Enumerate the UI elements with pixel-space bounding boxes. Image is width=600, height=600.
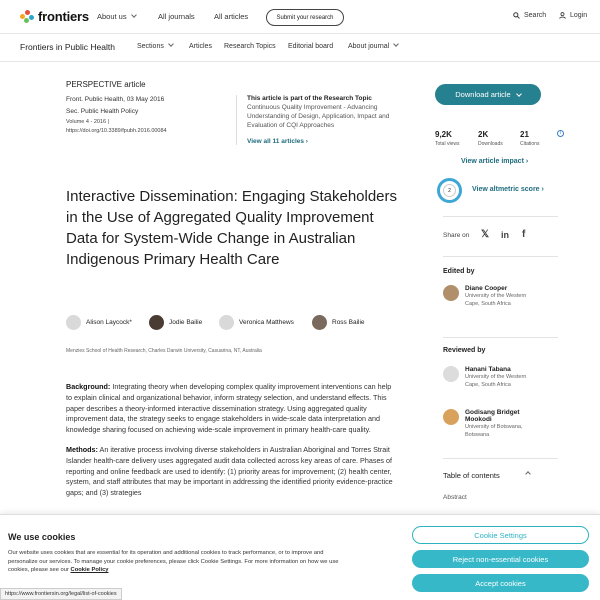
chevron-down-icon — [131, 12, 137, 18]
stat-citations — [520, 130, 539, 147]
chevron-down-icon — [516, 91, 522, 97]
avatar — [443, 285, 459, 301]
abstract-background-text: Integrating theory when developing complex quality improvement interventions can help to explain clinical and organizational behavior, inform strategy selection, and understand effects. This paper describes a theory-informed interactive dissemination strategy. Using aggregated quality improvement data, the strategy seeks to engage stakeholders in wide-scale data interpretation and knowledge sharing focused on achieving wide-scale improvement in primary health-care quality. — [66, 382, 392, 435]
browser-status-url: https://www.frontiersin.org/legal/list-of-cookies — [0, 588, 122, 600]
chevron-right-icon: › — [525, 158, 529, 165]
download-article-label: Download article — [455, 90, 511, 99]
search-icon — [513, 12, 520, 19]
cookie-text — [8, 549, 348, 575]
altmetric-score: 2 — [443, 184, 456, 197]
view-article-impact-label: View article impact — [461, 158, 524, 165]
avatar — [312, 315, 327, 330]
facebook-icon[interactable]: f — [522, 229, 526, 240]
article-type: PERSPECTIVE article — [66, 80, 146, 89]
linkedin-icon[interactable]: in — [501, 230, 509, 240]
frontiers-logo[interactable] — [20, 9, 89, 24]
editor-affiliation: University of the Western Cape, South Africa — [465, 293, 527, 307]
toc-item-abstract[interactable]: Abstract — [443, 494, 467, 501]
chevron-up-icon[interactable] — [525, 471, 531, 477]
nav-sections[interactable] — [137, 43, 173, 50]
chevron-right-icon: › — [541, 186, 544, 193]
cookie-text-body: Our website uses cookies that are essential for its operation and additional cookies to track performance, or to improve and personalize our services. To manage your cookie preferences, please click Cookie Settings. For more information on how we use cookies, please see our — [8, 550, 339, 573]
table-of-contents-heading[interactable]: Table of contents — [443, 471, 500, 480]
author-item[interactable] — [312, 315, 365, 330]
nav-research-topics[interactable]: Research Topics — [224, 43, 276, 50]
reviewer-item[interactable] — [443, 366, 540, 389]
edited-by-heading: Edited by — [443, 268, 475, 275]
author-item[interactable] — [219, 315, 294, 330]
reviewer-details — [465, 409, 545, 439]
reviewer-item[interactable] — [443, 409, 545, 439]
abstract-methods-label: Methods: — [66, 444, 98, 454]
avatar-placeholder-icon — [219, 315, 234, 330]
divider — [443, 256, 558, 257]
journal-title[interactable]: Frontiers in Public Health — [20, 42, 115, 52]
stat-value: 21 — [520, 130, 529, 139]
stat-value: 2K — [478, 130, 489, 139]
cookie-settings-button[interactable]: Cookie Settings — [412, 526, 589, 544]
nav-all-journals[interactable]: All journals — [158, 12, 195, 21]
view-all-articles-label: View all 11 articles — [247, 138, 304, 145]
author-name: Alison Laycock* — [86, 319, 132, 326]
stat-total-views — [435, 130, 459, 147]
article-doi[interactable]: https://doi.org/10.3389/fpubh.2016.00084 — [66, 128, 167, 134]
chevron-right-icon: › — [305, 138, 308, 145]
author-item[interactable] — [66, 315, 132, 330]
divider — [443, 216, 558, 217]
x-twitter-icon[interactable]: 𝕏 — [481, 229, 490, 240]
altmetric-badge[interactable] — [437, 178, 462, 203]
stat-label: Citations — [520, 141, 540, 147]
nav-articles[interactable]: Articles — [189, 43, 212, 50]
view-all-articles-link[interactable] — [247, 138, 396, 145]
author-name: Ross Bailie — [332, 319, 365, 326]
nav-about-journal-label: About journal — [348, 43, 390, 50]
nav-editorial-board[interactable]: Editorial board — [288, 43, 334, 50]
reviewer-name: Hanani Tabana — [465, 366, 511, 373]
top-navigation — [0, 0, 600, 34]
nav-about-journal[interactable] — [348, 43, 398, 50]
article-section[interactable]: Sec. Public Health Policy — [66, 108, 139, 115]
stat-downloads — [478, 130, 503, 147]
view-altmetric-link[interactable] — [472, 186, 544, 193]
submit-research-button[interactable]: Submit your research — [266, 9, 344, 26]
avatar — [149, 315, 164, 330]
nav-about-us[interactable] — [97, 12, 136, 21]
abstract-background — [66, 382, 396, 436]
share-label: Share on — [443, 232, 470, 239]
abstract-body — [66, 382, 396, 508]
view-article-impact-link[interactable] — [461, 158, 528, 165]
reviewer-name: Godisang Bridget Mookodi — [465, 409, 520, 423]
avatar-placeholder-icon — [66, 315, 81, 330]
stat-label: Downloads — [478, 141, 503, 147]
login-button[interactable] — [559, 12, 587, 19]
nav-sections-label: Sections — [137, 43, 164, 50]
journal-date: Front. Public Health, 03 May 2016 — [66, 96, 165, 103]
author-name: Jodie Bailie — [169, 319, 203, 326]
login-label: Login — [570, 12, 588, 19]
nav-all-articles[interactable]: All articles — [214, 12, 249, 21]
author-item[interactable] — [149, 315, 202, 330]
abstract-background-label: Background: — [66, 382, 111, 391]
avatar — [443, 409, 459, 425]
search-button[interactable] — [513, 12, 546, 19]
reviewed-by-heading: Reviewed by — [443, 347, 486, 354]
reviewer-details — [465, 366, 540, 389]
cookie-policy-link[interactable]: Cookie Policy — [70, 567, 109, 573]
abstract-methods — [66, 445, 396, 499]
logo-text: frontiers — [38, 9, 89, 24]
journal-navigation — [0, 34, 600, 62]
nav-about-us-label: About us — [97, 12, 127, 21]
article-volume: Volume 4 - 2016 | — [66, 119, 110, 125]
chevron-down-icon — [393, 41, 399, 47]
editor-details — [465, 285, 540, 308]
research-topic-title[interactable]: Continuous Quality Improvement - Advancing Understanding of Design, Application, Impact and Evaluation of CQI Approaches — [247, 104, 390, 129]
abstract-methods-text: An iterative process involving diverse stakeholders in Australian Aboriginal and Torres Strait Islander health-care delivery uses aggregated audit data collected across key areas of care. Phases of reporting and online feedback are used to identify: (1) priority areas for improvement; (2) health center, system, and staff attributes that may be important in addressing the identified priority evidence-practice gaps; and (3) strategies — [66, 444, 393, 498]
reviewer-affiliation: University of the Western Cape, South Africa — [465, 374, 527, 388]
stat-value: 9,2K — [435, 130, 452, 139]
user-icon — [559, 12, 566, 19]
frontiers-logo-icon — [20, 10, 34, 24]
download-article-button[interactable] — [435, 84, 541, 105]
search-label: Search — [524, 12, 547, 19]
article-title: Interactive Dissemination: Engaging Stakeholders in the Use of Aggregated Quality Improvement Data for System-Wide Change in Australian Indigenous Primary Health Care — [66, 188, 398, 268]
stat-label: Total views — [435, 141, 460, 147]
view-altmetric-label: View altmetric score — [472, 186, 540, 193]
research-topic-heading: This article is part of the Research Topic — [247, 95, 372, 102]
editor-item[interactable] — [443, 285, 540, 308]
research-topic-box — [236, 95, 396, 145]
cookie-title: We use cookies — [8, 532, 76, 542]
avatar-placeholder-icon — [443, 366, 459, 382]
author-affiliation: Menzies School of Health Research, Charles Darwin University, Casuarina, NT, Australia — [66, 348, 262, 354]
divider — [443, 337, 558, 338]
reviewer-affiliation: University of Botswana, Botswana — [465, 424, 523, 438]
divider — [443, 458, 558, 459]
info-icon[interactable]: i — [557, 130, 564, 137]
accept-cookies-button[interactable]: Accept cookies — [412, 574, 589, 592]
reject-cookies-button[interactable]: Reject non-essential cookies — [412, 550, 589, 568]
chevron-down-icon — [168, 41, 174, 47]
editor-name: Diane Cooper — [465, 285, 508, 292]
author-name: Veronica Matthews — [239, 319, 294, 326]
